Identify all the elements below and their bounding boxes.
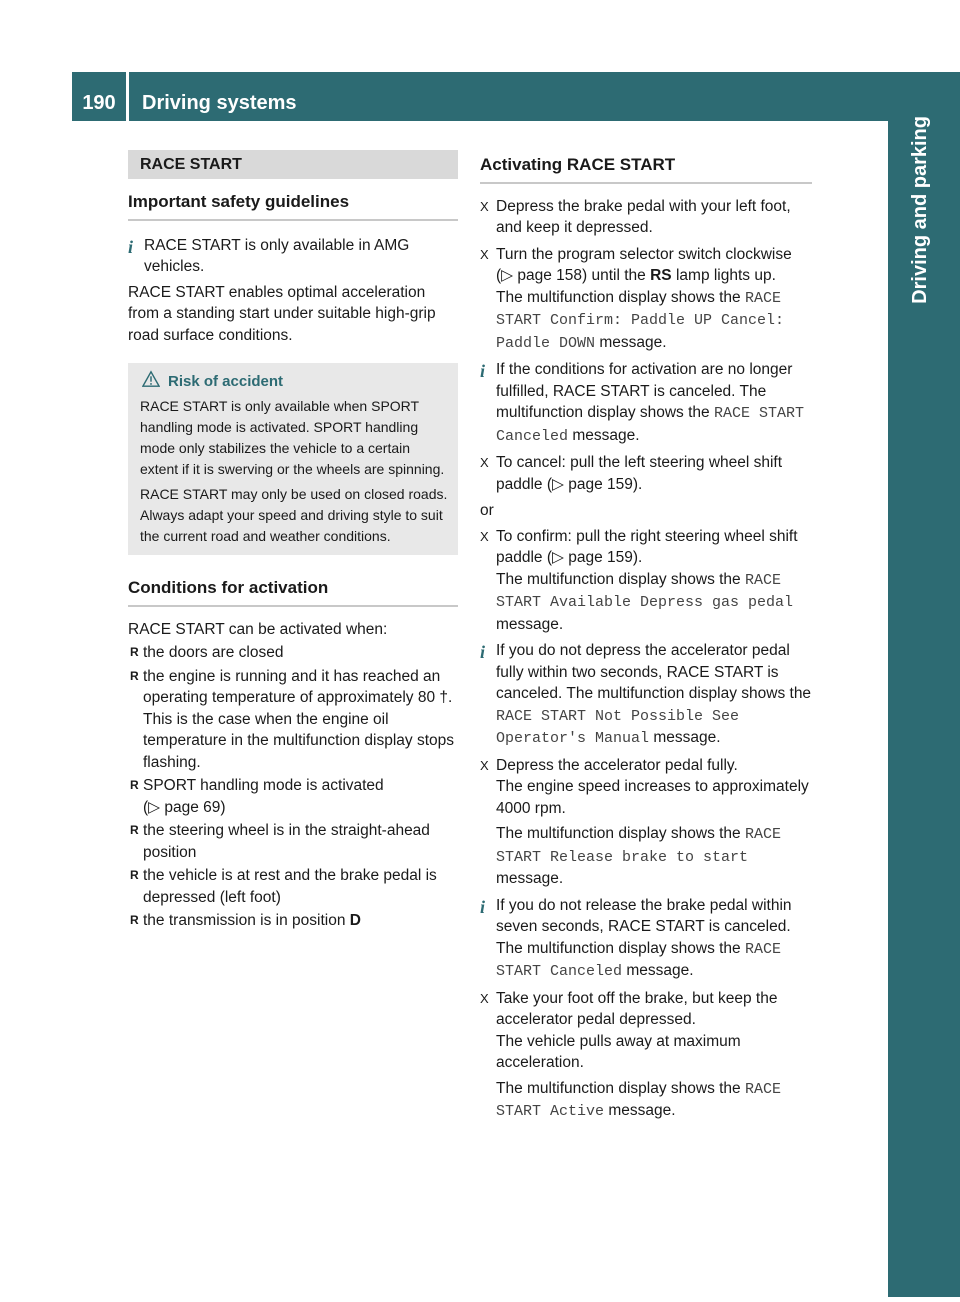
section-heading-race-start: RACE START [128, 150, 458, 179]
list-item [128, 910, 458, 932]
step-arrow-icon: X [480, 757, 489, 773]
text-part: If the conditions for activation are no longer fulfilled, RACE START is canceled. The multifunction display shows the [496, 361, 793, 421]
step [480, 755, 812, 890]
step-arrow-icon: X [480, 246, 489, 262]
chapter-label: Driving and parking [909, 116, 931, 304]
info-text [496, 895, 812, 983]
step-text [496, 1078, 812, 1123]
list-item-text: the doors are closed [143, 644, 284, 661]
list-item-text: the engine is running and it has reached an operating temperature of approximately 80 †. This is the case when the engine oil temperature in the multifunction display stops flashing. [143, 667, 455, 771]
step [480, 244, 812, 355]
info-text [496, 359, 812, 447]
warning-text: RACE START may only be used on closed roads. Always adapt your speed and driving style to suit the current road and weather conditions. [140, 486, 448, 544]
page-number: 190 [82, 92, 116, 114]
step-arrow-icon: X [480, 528, 489, 544]
step [480, 526, 812, 636]
step-text: Take your foot off the brake, but keep the accelerator pedal depressed. [496, 989, 778, 1028]
info-note [480, 895, 812, 983]
text-part: message. [595, 333, 667, 351]
list-item-text: the vehicle is at rest and the brake pedal is depressed (left foot) [143, 867, 437, 906]
display-message: RACE START Canceled [496, 405, 804, 445]
list-item [128, 775, 458, 818]
bullet-icon: R [130, 913, 139, 927]
info-icon: i [480, 642, 486, 662]
section-heading-activating: Activating RACE START [480, 150, 812, 184]
display-message: RACE START Available Depress gas pedal [496, 571, 794, 611]
text-part: Turn the program selector switch clockwise (▷ page 158) until the [496, 245, 792, 284]
bullet-icon: R [130, 823, 139, 837]
step-arrow-icon: X [480, 455, 489, 470]
text-part: If you do not release the brake pedal within seven seconds, RACE START is canceled. The multifunction display shows the [496, 896, 792, 957]
display-message: RACE START Canceled [496, 940, 781, 980]
page-reference[interactable]: (▷ page 69) [143, 798, 226, 816]
list-item-text [143, 910, 458, 932]
step-text [496, 244, 812, 287]
text-part: The multifunction display shows the [496, 570, 745, 588]
lamp-label: RS [650, 267, 672, 284]
info-text: RACE START is only available in AMG vehicles. [144, 236, 410, 275]
list-item [128, 820, 458, 863]
bullet-icon: R [130, 868, 139, 882]
bullet-icon: R [130, 668, 139, 683]
subsection-heading-conditions: Conditions for activation [128, 577, 458, 607]
warning-triangle-icon [142, 370, 160, 388]
list-item-text: SPORT handling mode is activated [143, 777, 384, 794]
step [480, 452, 812, 495]
page-title: Driving systems [142, 92, 297, 114]
step-text: The vehicle pulls away at maximum acceleration. [496, 1032, 741, 1071]
page-header [72, 72, 888, 121]
step-arrow-icon: X [480, 198, 489, 214]
text-part: The multifunction display shows the [496, 1079, 745, 1097]
header-divider [126, 72, 129, 121]
chapter-side-label [894, 106, 946, 1006]
list-item [128, 865, 458, 908]
text-part: message. [568, 426, 640, 444]
display-message: RACE START Not Possible See Operator's Manual [496, 707, 740, 747]
list-item [128, 642, 458, 664]
warning-box [128, 363, 458, 555]
step-text: Depress the brake pedal with your left foot, and keep it depressed. [496, 197, 791, 236]
right-column [480, 150, 812, 1123]
conditions-intro: RACE START can be activated when: [128, 620, 388, 638]
step-text: Depress the accelerator pedal fully. [496, 756, 738, 774]
info-note [480, 640, 812, 750]
step-text [496, 287, 812, 355]
bullet-icon: R [130, 778, 139, 792]
display-message: RACE START Confirm: Paddle UP Cancel: Paddle DOWN [496, 289, 785, 352]
info-icon: i [480, 896, 486, 917]
step [480, 196, 812, 239]
text-part: message. [604, 1102, 676, 1119]
subsection-heading-safety: Important safety guidelines [128, 191, 458, 221]
text-part: The multifunction display shows the [496, 288, 745, 306]
step-text [496, 823, 812, 890]
warning-title-text: Risk of accident [168, 373, 284, 390]
text-part: lamp lights up. [671, 267, 776, 284]
left-column [128, 150, 458, 932]
info-icon: i [128, 236, 134, 257]
step-text [496, 569, 812, 636]
text-part: message. [649, 729, 721, 746]
list-item-text-part: the transmission is in position [143, 912, 350, 929]
text-part: message. [496, 615, 564, 633]
or-text: or [480, 502, 494, 519]
text-part: message. [622, 962, 694, 979]
info-icon: i [480, 361, 486, 381]
step-text: To confirm: pull the right steering wheel shift paddle (▷ page 159). [496, 527, 798, 566]
gear-position: D [349, 912, 361, 929]
warning-title [140, 371, 448, 392]
text-part: message. [496, 870, 564, 887]
paragraph: RACE START enables optimal acceleration from a standing start under suitable high-grip road surface conditions. [128, 283, 436, 344]
warning-text: RACE START is only available when SPORT handling mode is activated. SPORT handling mode only stabilizes the vehicle to a certain extent if it is swerving or the wheels are spinning. [140, 398, 445, 477]
display-message: RACE START Active [496, 1080, 781, 1120]
display-message: RACE START Release brake to start [496, 826, 781, 866]
info-note [480, 359, 812, 447]
text-part: The multifunction display shows the [496, 825, 745, 842]
list-item [128, 666, 458, 774]
step-text: The engine speed increases to approximately 4000 rpm. [496, 778, 809, 817]
bullet-icon: R [130, 645, 139, 659]
step [480, 988, 812, 1123]
list-item-text: the steering wheel is in the straight-ahead position [143, 822, 430, 861]
step-text: To cancel: pull the left steering wheel shift paddle (▷ page 159). [496, 454, 783, 493]
step-arrow-icon: X [480, 990, 489, 1006]
text-part: If you do not depress the accelerator pedal fully within two seconds, RACE START is canceled. The multifunction display shows the [496, 642, 812, 702]
info-text [496, 640, 812, 750]
info-note [128, 235, 458, 278]
